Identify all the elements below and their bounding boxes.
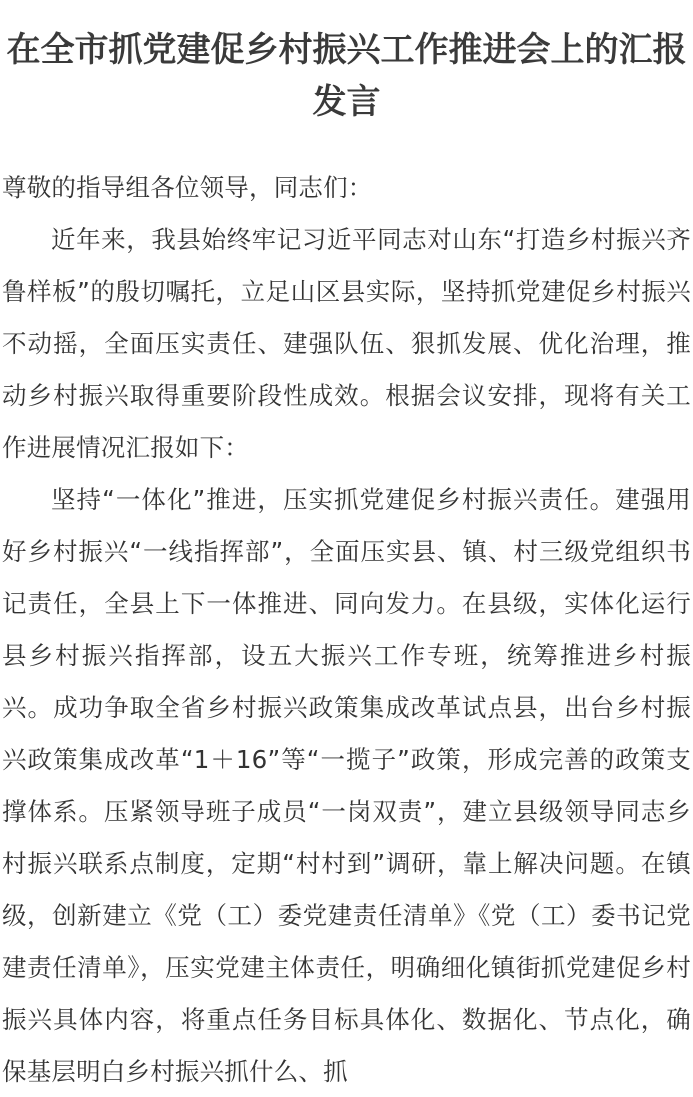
document-body — [0, 162, 693, 1097]
paragraph-intro: 近年来，我县始终牢记习近平同志对山东“打造乡村振兴齐鲁样板”的殷切嘱托，立足山区县实际，坚持抓党建促乡村振兴不动摇，全面压实责任、建强队伍、狠抓发展、优化治理，推动乡村振兴取得重要阶段性成效。根据会议安排，现将有关工作进展情况汇报如下： — [2, 225, 691, 462]
salutation: 尊敬的指导组各位领导，同志们： — [2, 173, 373, 202]
document-title: 在全市抓党建促乡村振兴工作推进会上的汇报发言 — [6, 30, 687, 122]
paragraph-responsibility: 坚持“一体化”推进，压实抓党建促乡村振兴责任。建强用好乡村振兴“一线指挥部”，全面压实县、镇、村三级党组织书记责任，全县上下一体推进、同向发力。在县级，实体化运行县乡村振兴指挥部，设五大振兴工作专班，统筹推进乡村振兴。成功争取全省乡村振兴政策集成改革试点县，出台乡村振兴政策集成改革“1＋16”等“一揽子”政策，形成完善的政策支撑体系。压紧领导班子成员“一岗双责”，建立县级领导同志乡村振兴联系点制度，定期“村村到”调研，靠上解决问题。在镇级，创新建立《党（工）委党建责任清单》《党（工）委书记党建责任清单》，压实党建主体责任，明确细化镇街抓党建促乡村振兴具体内容，将重点任务目标具体化、数据化、节点化，确保基层明白乡村振兴抓什么、抓 — [2, 485, 691, 1086]
